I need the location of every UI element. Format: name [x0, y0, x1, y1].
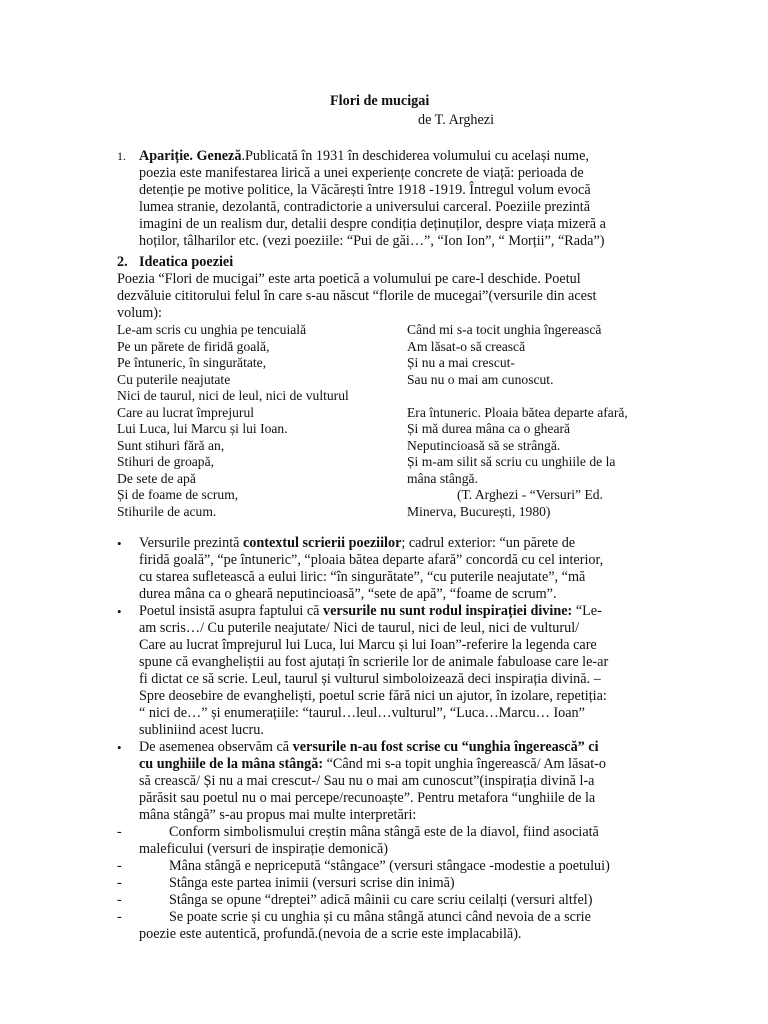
section-2	[117, 254, 662, 322]
poem-verse: Și de foame de scrum,	[117, 487, 239, 502]
text-line: hoților, tâlharilor etc. (vezi poeziile: “Pui de găi…”, “Ion Ion”, “ Morții”, “Rada”)	[139, 233, 605, 249]
text-line: durea mâna ca o gheară neputincioasă”, “sete de apă”, “foame de scrum”.	[139, 586, 557, 602]
dash-item	[117, 824, 677, 858]
text-line: spune că evangheliștii au fost ajutați în scrierile lor de animale fabuloase care le-ar	[139, 654, 609, 670]
poem-verse: Care au lucrat împrejurul	[117, 404, 255, 420]
dash-icon: -	[117, 858, 122, 874]
poem-verse: Am lăsat-o să crească	[407, 338, 526, 354]
analysis-list	[117, 535, 677, 943]
author-line: de T. Arghezi	[418, 112, 495, 128]
poem-verse: Și nu a mai crescut-	[407, 355, 515, 370]
text-line: volum):	[117, 305, 162, 321]
dash-icon: -	[117, 909, 122, 925]
poem-verse: Stihuri de groapă,	[117, 454, 215, 469]
text-line: fi dictat ce să scrie. Leul, taurul și vulturul simboloizează deci inspirația divină. –	[139, 671, 601, 687]
text-line: Conform simbolismului creștin mâna stângă este de la diavol, fiind asociată	[169, 824, 599, 840]
section-number: 1.	[117, 149, 126, 163]
text-line: să crească/ Și nu a mai crescut-/ Sau nu o mai am cunoscut”(inspirația divină l-a	[139, 773, 595, 789]
poem-verse: De sete de apă	[117, 470, 196, 486]
text-line: părăsit sau poetul nu o mai percepe/recunoaște”. Pentru metafora “unghiile de la	[139, 790, 596, 806]
text-line: Care au lucrat împrejurul lui Luca, lui Marcu și lui Ioan”-referire la legenda care	[139, 637, 597, 653]
poem-verse: Și mă durea mâna ca o gheară	[407, 421, 571, 436]
text-line: poezia este manifestarea lirică a unei experiențe concrete de viață: perioada de	[139, 165, 584, 181]
text-line: Spre deosebire de evangheliști, poetul scrie fără nici un ajutor, în izolare, repetiția:	[139, 688, 607, 704]
text-line: subliniind acest lucru.	[139, 722, 264, 738]
poem-verse: Lui Luca, lui Marcu și lui Ioan.	[117, 421, 288, 436]
text-line: maleficului (versuri de inspirație demonică)	[139, 841, 388, 857]
poem-verse: mâna stângă.	[407, 470, 478, 486]
text-line: mâna stângă” s-au propus mai multe interpretări:	[139, 807, 417, 823]
poem-verse: Sunt stihuri fără an,	[117, 437, 225, 453]
dash-icon: -	[117, 824, 122, 840]
poem-verse: Sau nu o mai am cunoscut.	[407, 371, 554, 387]
text-line: poezie este autentică, profundă.(nevoia de a scrie este implacabilă).	[139, 926, 522, 942]
text-line: Stânga este partea inimii (versuri scrise din inimă)	[169, 875, 455, 891]
dash-icon: -	[117, 875, 122, 891]
poem-verse: Le-am scris cu unghia pe tencuială	[117, 322, 307, 337]
dash-item	[117, 892, 677, 909]
text-line: am scris…/ Cu puterile neajutate/ Nici de taurul, nici de leul, nici de vulturul/	[139, 620, 580, 636]
poem-verse: Neputincioasă să se strângă.	[407, 437, 561, 453]
dash-icon: -	[117, 892, 122, 908]
text-line: “ nici de…” și enumerațiile: “taurul…leul…vulturul”, “Luca…Marcu… Ioan”	[139, 705, 585, 721]
list-item: • Versurile prezintă contextul scrierii poeziilor; cadrul exterior: “un părete de firidă goală”, “pe întuneric”, “ploaia bătea departe afară” concordă cu cel interior, cu starea sufletească a eului liric: “în singurătate”, “cu puterile neajutate”, “mă durea mâna ca o gheară neputincioasă”, “sete de apă”, “foame de scrum”.	[117, 535, 677, 603]
text-line: detenție pe motive politice, la Văcărești între 1918 -1919. Întregul volum evocă	[139, 182, 591, 198]
text-line: Poezia “Flori de mucigai” este arta poetică a volumului pe care-l deschide. Poetul	[117, 271, 581, 287]
text-line: cu starea sufletească a eului liric: “în singurătate”, “cu puterile neajutate”, “mă	[139, 569, 586, 585]
poem-verse: Pe un părete de firidă goală,	[117, 338, 270, 354]
document-title: Flori de mucigai	[330, 93, 430, 109]
bullet-icon: •	[117, 536, 122, 551]
poem-verse: Pe întuneric, în singurătate,	[117, 355, 267, 370]
list-item: • De asemenea observăm că versurile n-au fost scrise cu “unghia îngerească” ci cu unghiile de la mâna stângă: “Când mi s-a topit unghia îngerească/ Am lăsat-o să crească/ Și nu a mai crescut-/ Sau nu o mai am cunoscut”(inspirația divină l-a părăsit sau poetul nu o mai percepe/recunoaște”. Pentru metafora “unghiile de la mâna stângă” s-au propus mai multe interpretări:	[117, 739, 677, 824]
section-1-body	[139, 148, 662, 250]
poem-citation: Minerva, București, 1980)	[407, 503, 551, 519]
poem-verse: Când mi s-a tocit unghia îngerească	[407, 322, 602, 337]
section-heading: 2. Ideatica poeziei	[117, 254, 234, 270]
poem-citation: (T. Arghezi - “Versuri” Ed.	[457, 487, 603, 502]
poem-verse: Nici de taurul, nici de leul, nici de vulturul	[117, 388, 349, 403]
dash-item	[117, 909, 677, 943]
poem-column-right	[407, 322, 667, 520]
poem-verse: Era întuneric. Ploaia bătea departe afară,	[407, 404, 628, 420]
text-line: firidă goală”, “pe întuneric”, “ploaia bătea departe afară” concordă cu cel interior,	[139, 552, 604, 568]
section-heading: Apariție. Geneză	[139, 148, 242, 164]
text-line: Se poate scrie și cu unghia și cu mâna stângă atunci când nevoia de a scrie	[169, 909, 591, 925]
poem-column-left	[117, 322, 392, 520]
section-1	[117, 148, 662, 250]
stanza-gap	[407, 388, 667, 405]
poem-verse: Cu puterile neajutate	[117, 371, 231, 387]
dash-item	[117, 875, 677, 892]
list-item: • Poetul insistă asupra faptului că versurile nu sunt rodul inspirației divine: “Le- am scris…/ Cu puterile neajutate/ Nici de taurul, nici de leul, nici de vulturul/ Care au lucrat împrejurul lui Luca, lui Marcu și lui Ioan”-referire la legenda care spune că evangheliștii au fost ajutați în scrierile lor de animale fabuloase care le-ar fi dictat ce să scrie. Leul, taurul și vulturul simboloizează deci inspirația divină. – Spre deosebire de evangheliști, poetul scrie fără nici un ajutor, în izolare, repetiția: “ nici de…” și enumerațiile: “taurul…leul…vulturul”, “Luca…Marcu… Ioan” subliniind acest lucru.	[117, 603, 677, 739]
text-line: lumea stranie, dezolantă, contradictorie a universului carceral. Poeziile prezintă	[139, 199, 591, 215]
poem-verse: Stihurile de acum.	[117, 503, 217, 519]
text-line: Apariție. Geneză.Publicată în 1931 în deschiderea volumului cu același nume,	[139, 148, 589, 164]
text-line: Mâna stângă e nepricepută “stângace” (versuri stângace -modestie a poetului)	[169, 858, 610, 874]
text-line: Stânga se opune “dreptei” adică mâinii cu care scriu ceilalți (versuri altfel)	[169, 892, 593, 908]
text-line: dezvăluie cititorului felul în care s-au născut “florile de mucegai”(versurile din acest	[117, 288, 597, 304]
dash-item	[117, 858, 677, 875]
poem-verse: Și m-am silit să scriu cu unghiile de la	[407, 454, 616, 469]
bullet-icon: •	[117, 604, 122, 619]
text-line: imagini de un realism dur, detalii despre condiția deținuților, despre viața mizeră a	[139, 216, 606, 232]
bullet-icon: •	[117, 740, 122, 755]
